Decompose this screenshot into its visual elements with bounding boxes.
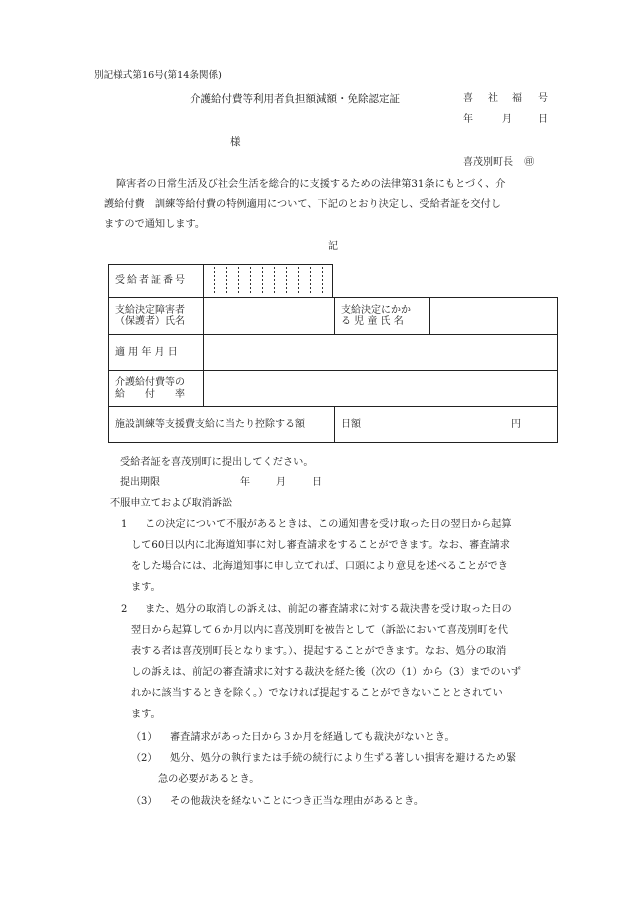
- issue-month: 月: [502, 114, 512, 125]
- issuer-line: [463, 158, 534, 168]
- body-line: 障害者の日常生活及び社会生活を総合的に支援するための法律第31条にもとづく、介: [116, 179, 506, 190]
- ki-heading: 記: [328, 241, 338, 252]
- addressee-suffix: 様: [230, 136, 241, 148]
- deadline-month: 月: [276, 477, 286, 488]
- recipient-number-boxes: [204, 265, 333, 298]
- benefit-rate-label: 介護給付費等の 給 付 率: [109, 371, 204, 407]
- person-name-label: 支給決定障害者 （保護者）氏名: [109, 298, 204, 335]
- item-line: をした場合には、北海道知事に申し立てれば、口頭により意見を述べることができ: [131, 561, 508, 572]
- deadline-day: 日: [312, 477, 322, 488]
- issue-day: 日: [538, 114, 548, 125]
- sub-item-number: （1）: [131, 732, 158, 743]
- doc-number-section: 福: [512, 93, 522, 104]
- deadline-label: 提出期限: [120, 477, 160, 488]
- item-line: ます。: [131, 582, 161, 593]
- body-line: ますので通知します。: [104, 219, 206, 230]
- item-line: ます。: [131, 709, 161, 720]
- recipient-number-grid: [208, 267, 328, 295]
- child-name-label: 支給決定にかか る 児 童 氏 名: [335, 298, 430, 335]
- submit-note: 受給者証を喜茂別町に提出してください。: [120, 457, 314, 468]
- benefit-rate-value: [204, 371, 558, 407]
- certificate-title: 介護給付費等利用者負担額減額・免除認定証: [190, 93, 400, 105]
- deadline-year: 年: [240, 477, 250, 488]
- item-line: しの訴えは、前記の審査請求に対する裁決を経た後（次の（1）から（3）までのいず: [131, 667, 521, 678]
- form-label: 別記様式第16号(第14条関係): [94, 70, 222, 81]
- item-line: 表する者は喜茂別町長となります。）、提起することができます。なお、処分の取消: [131, 646, 507, 657]
- person-name-value: [204, 298, 335, 335]
- item-number: 1: [121, 519, 128, 530]
- daily-amount-label: 日額: [341, 418, 361, 430]
- sub-item-number: （2）: [131, 753, 158, 764]
- sub-item-text: 審査請求があった日から３か月を経過しても裁決がないとき。: [170, 732, 455, 743]
- doc-number-prefix: 喜: [463, 93, 473, 104]
- appeal-heading: 不服申立ておよび取消訴訟: [110, 498, 233, 509]
- recipient-number-label: 受給者証番号: [109, 265, 204, 298]
- sub-item-text: 処分、処分の執行または手続の続行により生ずる著しい損害を避けるため緊: [170, 753, 517, 764]
- sub-item-text-cont: 急の必要があるとき。: [158, 774, 260, 785]
- issuer-name: 喜茂別町長: [463, 157, 513, 168]
- sub-item-number: （3）: [131, 796, 158, 807]
- period-label: 適 用 年 月 日: [109, 335, 204, 371]
- item-line: 翌日から起算して６か月以内に喜茂別町を被告として（訴訟において喜茂別町を代: [131, 625, 508, 636]
- item-line: れかに該当するときを除く。）でなければ提起することができないこととされてい: [131, 688, 503, 699]
- item-line: この決定について不服があるときは、この通知書を受け取った日の翌日から起算: [145, 519, 512, 530]
- sub-item-text: その他裁決を経ないことにつき正当な理由があるとき。: [170, 796, 425, 807]
- yen-label: 円: [511, 418, 521, 430]
- item-line: して60日以内に北海道知事に対し審査請求をすることができます。なお、審査請求: [131, 540, 510, 551]
- seal-mark: ㊞: [524, 157, 535, 168]
- deduction-value: [335, 407, 558, 443]
- child-name-value: [430, 298, 558, 335]
- body-line: 護給付費 訓練等給付費の特例適用について、下記のとおり決定し、受給者証を交付し: [104, 199, 501, 210]
- doc-number-suffix: 号: [538, 93, 548, 104]
- deduction-label: 施設訓練等支援費支給に当たり控除する額: [109, 407, 335, 443]
- item-line: また、処分の取消しの訴えは、前記の審査請求に対する裁決書を受け取った日の: [145, 604, 512, 615]
- period-value: [204, 335, 558, 371]
- doc-number-dept: 社: [488, 93, 498, 104]
- issue-year: 年: [463, 114, 473, 125]
- item-number: 2: [121, 604, 128, 615]
